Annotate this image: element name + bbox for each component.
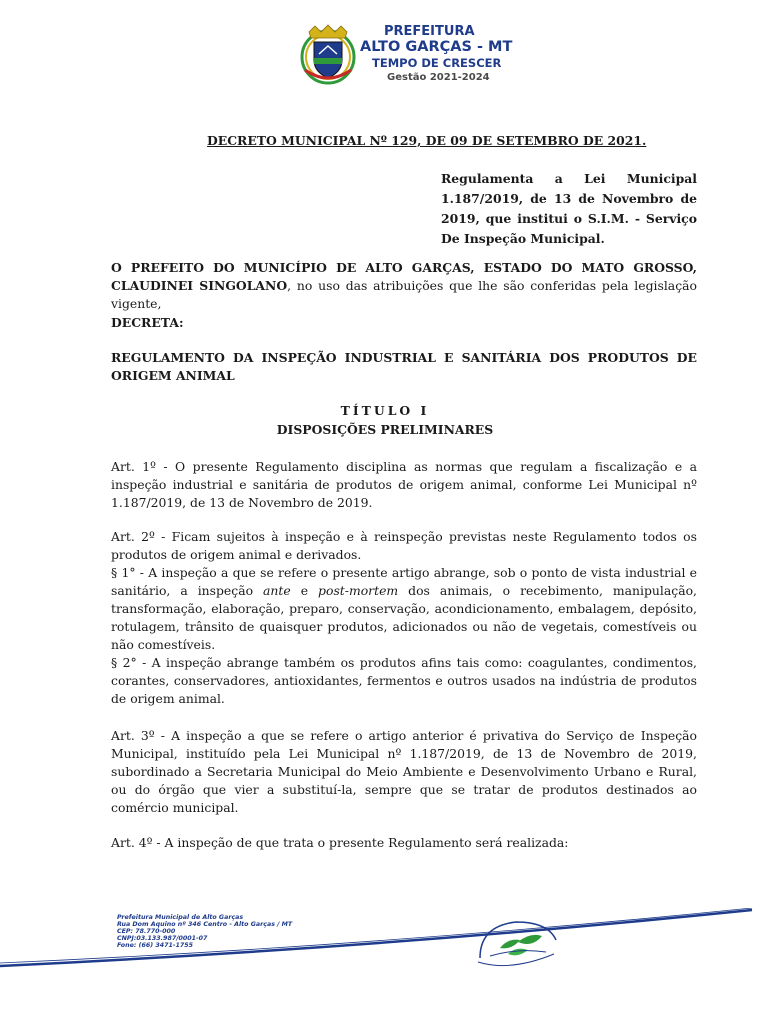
header-city: ALTO GARÇAS - MT: [360, 39, 513, 55]
art2-p1-text-b: dos animais, o recebimento, manipulação, transformação, elaboração, preparo, conservação, acondicionamento, embalagem, depósito, rotulagem, trânsito de quaisquer produtos, adicionados ou não de vegetais, comestíveis ou não comestíveis.: [111, 583, 697, 652]
art2-p1-post-mortem: post-mortem: [318, 583, 399, 598]
decreta-heading: DECRETA:: [111, 315, 184, 330]
article-3: Art. 3º - A inspeção a que se refere o artigo anterior é privativa do Serviço de Inspeção Municipal, instituído pela Lei Municipal nº 1.187/2019, de 13 de Novembro de 2019, subordinado a Secretaria Municipal do Meio Ambiente e Desenvolvimento Urbano e Rural, ou do órgão que vier a substituí-la, sempre que se tratar de produtos destinados ao comércio municipal.: [111, 728, 697, 815]
article-2-paragraph-2: § 2° - A inspeção abrange também os produtos afins tais como: coagulantes, condimentos, corantes, conservadores, antioxidantes, fermentos e outros usados na indústria de produtos de origem animal.: [111, 655, 697, 706]
art2-p1-ante: ante: [263, 583, 291, 598]
footer-phone: Fone: (66) 3471-1755: [117, 942, 193, 949]
article-1: Art. 1º - O presente Regulamento disciplina as normas que regulam a fiscalização e a inspeção industrial e sanitária de produtos de origem animal, conforme Lei Municipal nº 1.187/2019, de 13 de Novembro de 2019.: [111, 459, 697, 510]
decree-title: DECRETO MUNICIPAL Nº 129, DE 09 DE SETEMBRO DE 2021.: [207, 133, 647, 148]
art2-p1-text-a: § 1° - A inspeção a que se refere o presente artigo abrange, sob o ponto de vista industrial e sanitário, a inspeção: [111, 565, 697, 598]
title-heading: TÍTULO I: [340, 403, 430, 418]
decree-summary: Regulamenta a Lei Municipal 1.187/2019, de 13 de Novembro de 2019, que institui o S.I.M. - Serviço De Inspeção Municipal.: [441, 171, 697, 246]
preamble-mayor: O PREFEITO DO MUNICÍPIO DE ALTO GARÇAS, ESTADO DO MATO GROSSO, CLAUDINEI SINGOLANO: [111, 260, 697, 293]
header-prefeitura: PREFEITURA: [384, 24, 475, 39]
footer-address: Rua Dom Aquino nº 346 Centro - Alto Garças / MT: [117, 921, 293, 928]
art2-p1-and: e: [290, 583, 319, 598]
preamble: [111, 259, 697, 313]
municipal-coat-of-arms-logo: [297, 24, 359, 86]
regulation-title: REGULAMENTO DA INSPEÇÃO INDUSTRIAL E SANITÁRIA DOS PRODUTOS DE ORIGEM ANIMAL: [111, 350, 697, 383]
article-2-paragraph-1: [111, 564, 697, 654]
environment-leaf-logo: [470, 918, 562, 974]
title-name: DISPOSIÇÕES PRELIMINARES: [276, 422, 494, 437]
preamble-text: , no uso das atribuições que lhe são conferidas pela legislação vigente,: [111, 278, 697, 311]
footer-cep: CEP: 78.770-000: [117, 928, 176, 935]
header-term: Gestão 2021-2024: [387, 72, 490, 83]
header-slogan: TEMPO DE CRESCER: [372, 56, 502, 70]
article-2: Art. 2º - Ficam sujeitos à inspeção e à reinspeção previstas neste Regulamento todos os produtos de origem animal e derivados.: [111, 529, 697, 562]
footer-cnpj: CNPJ:03.133.987/0001-07: [117, 935, 208, 942]
footer-swoosh-lines: [0, 908, 770, 978]
footer-institution: Prefeitura Municipal de Alto Garças: [117, 914, 244, 921]
article-4: Art. 4º - A inspeção de que trata o presente Regulamento será realizada:: [111, 835, 569, 850]
